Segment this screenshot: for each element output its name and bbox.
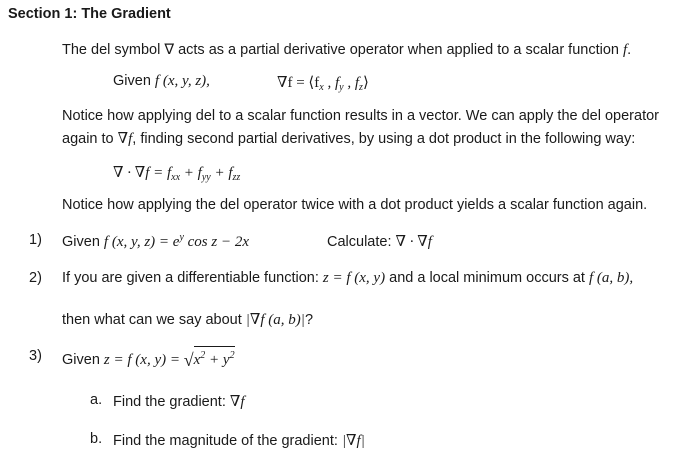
question-3: Given z = f (x, $y) = √x^2 + y^2$ — [62, 346, 235, 371]
question-1-number: 1) — [29, 232, 42, 248]
intro-var: f — [623, 42, 628, 58]
question-3a-letter: a. — [90, 392, 103, 408]
question-3b-letter: b. — [90, 431, 103, 447]
laplacian-formula: ∇ · $\nabla f = f_{xx} + f_{yy} + f_{zz}$ — [113, 165, 241, 183]
question-1: Given f (x, y, $z) = e^y$ cos z − 2x — [62, 232, 250, 250]
notice-line-1: Notice how applying del to a scalar function results in a vector. We can apply the del operator — [62, 108, 659, 124]
given-function-line — [113, 73, 210, 90]
question-3a: Find the gradient: ∇f — [113, 394, 245, 410]
question-2-line-1: If you are given a differentiable function: z = f (x, y) and a local minimum occurs at f (a, b), — [62, 270, 634, 286]
intro-line — [62, 42, 631, 59]
question-3b: Find the magnitude of the gradient: |∇f| — [113, 433, 365, 449]
intro-end: . — [627, 42, 632, 58]
intro-text: The del symbol ∇ acts as a partial derivative operator when applied to a scalar function — [62, 42, 619, 58]
gradient-definition: $\nabla f = ⟨f_x$ , $f_y$ , $f_z⟩$ — [277, 75, 369, 93]
question-1-function: f (x, y, $z) = e^y$ cos z − 2x — [103, 232, 250, 250]
question-1-calculate: Calculate: ∇ · ∇f — [327, 234, 432, 250]
square-root: $√x^2 + y^2$ — [184, 346, 235, 371]
question-2-line-2: then what can we say about |∇f (a, b)|? — [62, 312, 314, 328]
section-title: Section 1: The Gradient — [8, 6, 171, 22]
given-function: f (x, y, z), — [154, 73, 210, 89]
question-2-number: 2) — [29, 270, 42, 286]
given-label: Given — [113, 73, 151, 89]
question-3-number: 3) — [29, 348, 42, 364]
notice-2: Notice how applying the del operator twice with a dot product yields a scalar function again. — [62, 197, 648, 213]
notice-line-2: again to ∇f, finding second partial derivatives, by using a dot product in the following way: — [62, 131, 636, 147]
question-3-function: z = f (x, $y) = √x^2 + y^2$ — [104, 352, 235, 368]
